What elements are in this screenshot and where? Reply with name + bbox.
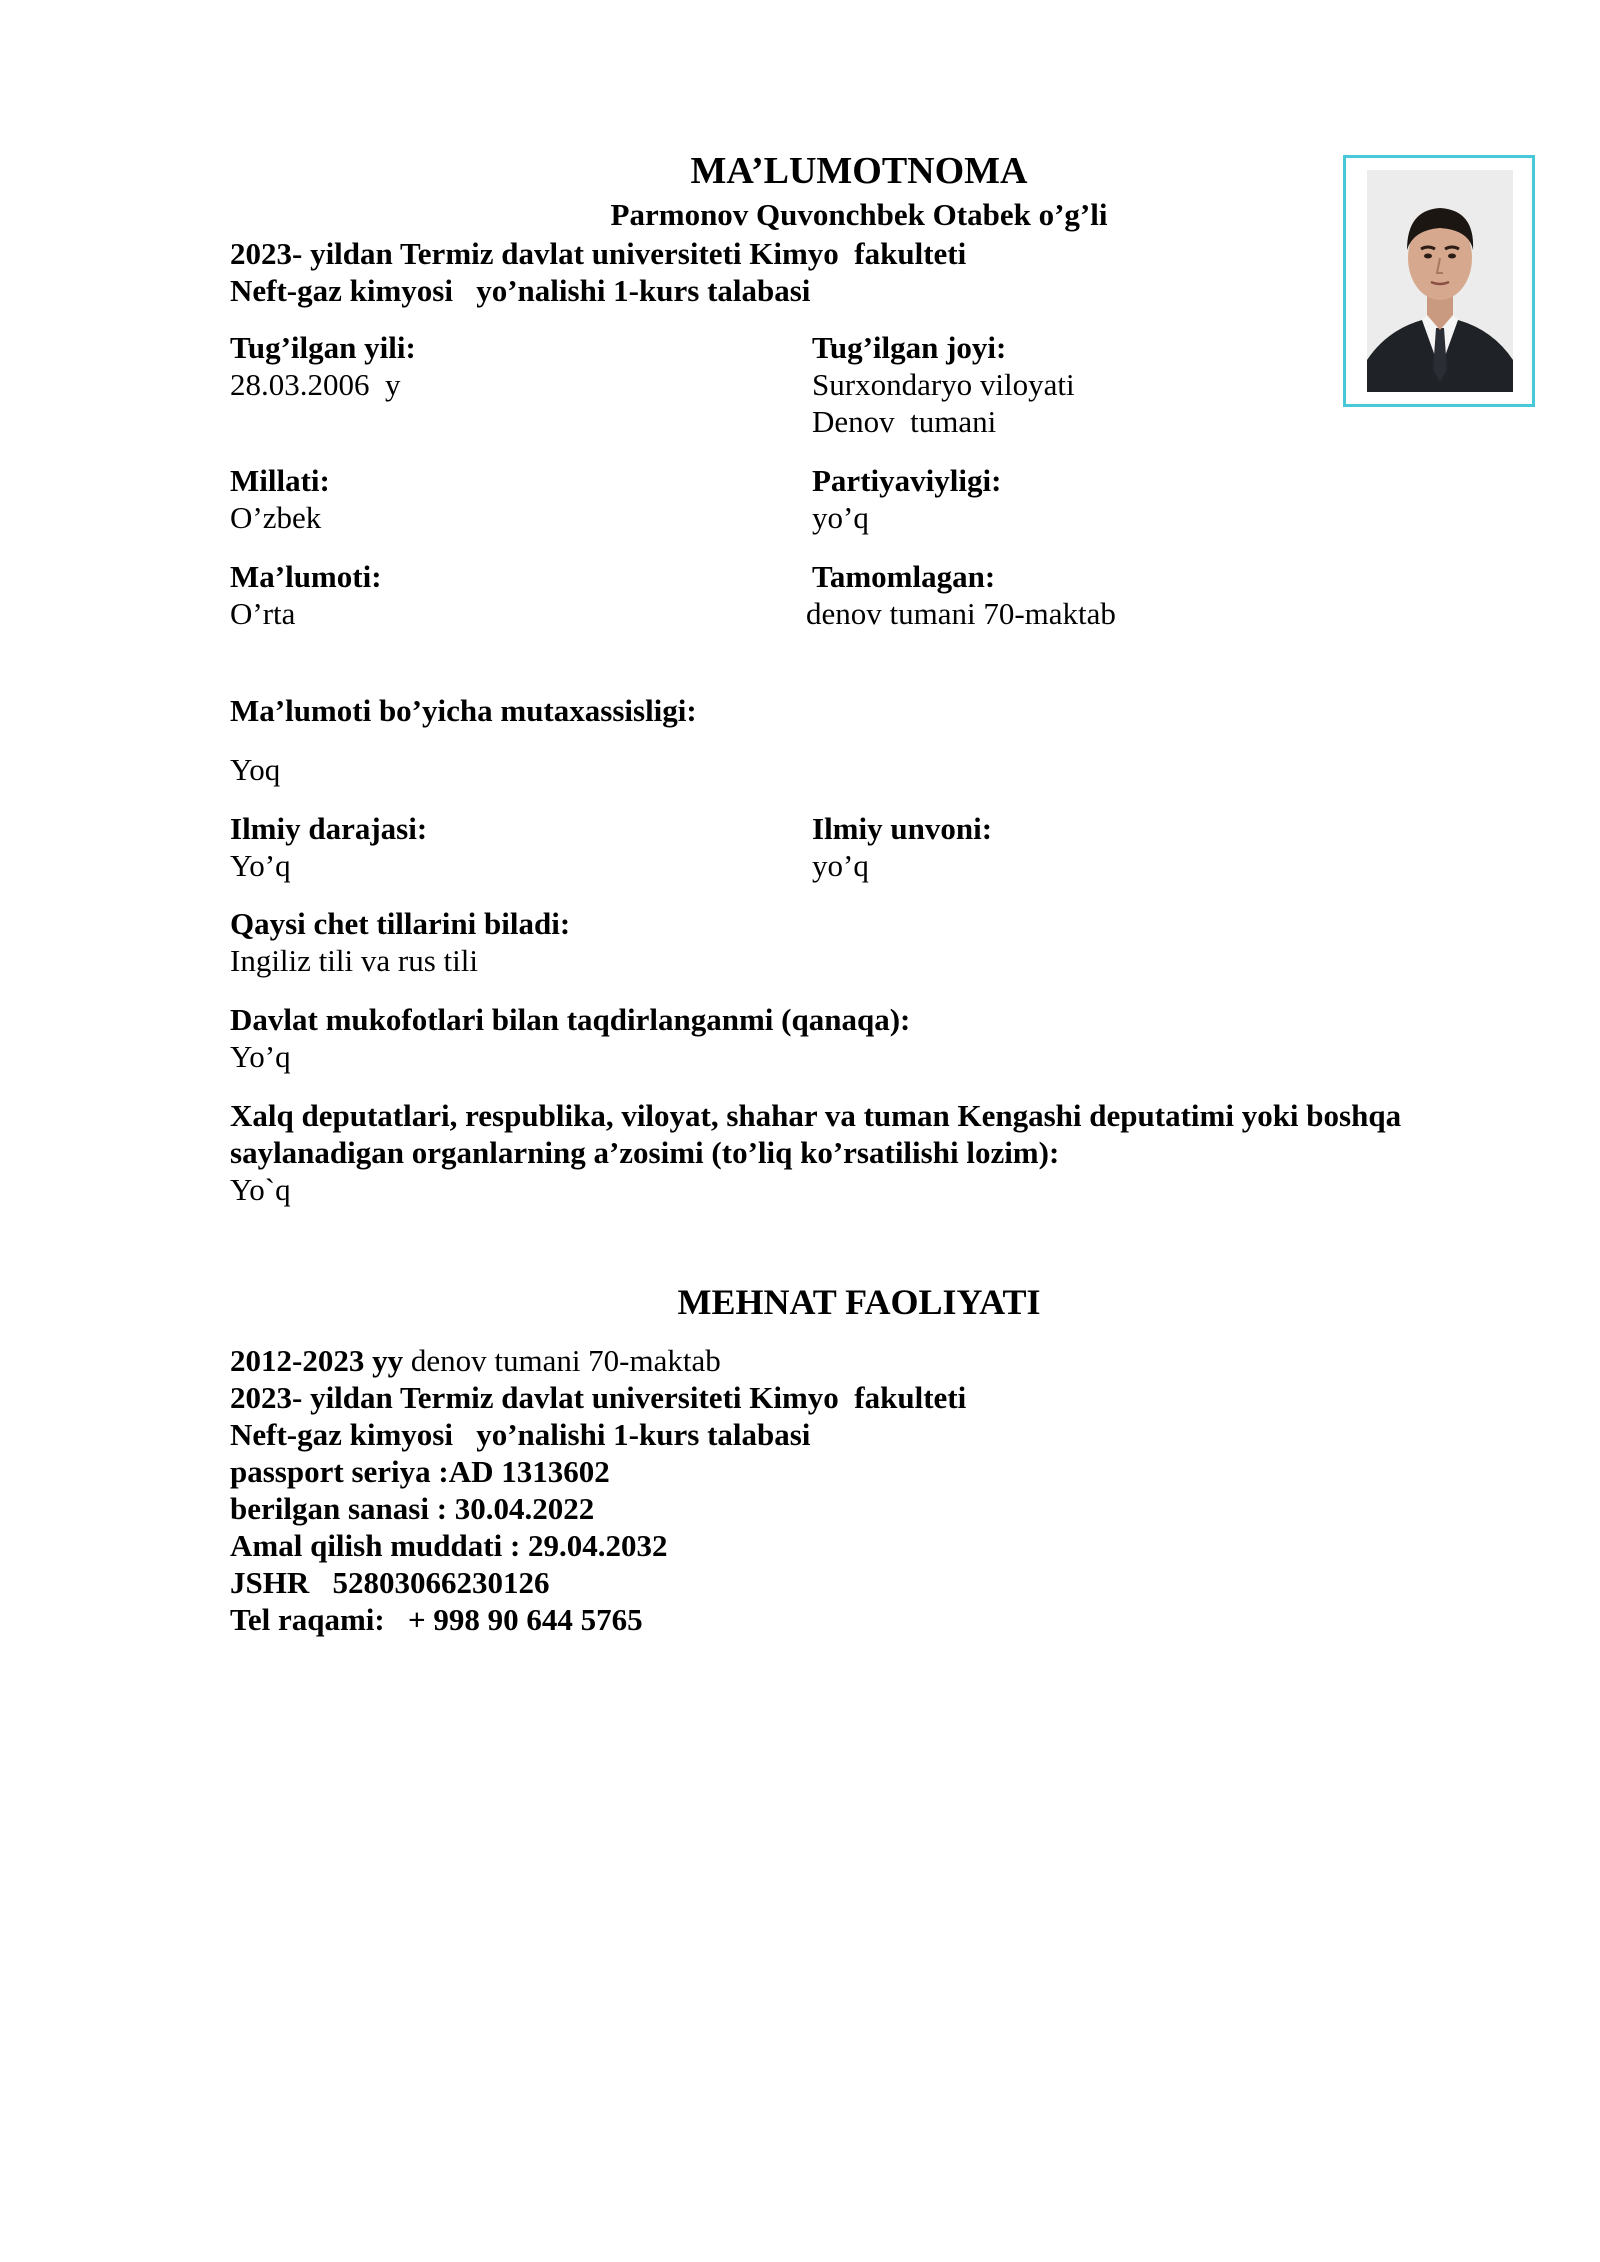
study-place-line: 2023- yildan Termiz davlat universiteti Kimyo fakulteti [230, 236, 967, 271]
deputy-value: Yo`q [230, 1172, 291, 1207]
jshr-number: JSHR 52803066230126 [230, 1565, 550, 1600]
document-title: MA’LUMOTNOMA [690, 150, 1028, 192]
work-study-place: 2023- yildan Termiz davlat universiteti Kimyo fakulteti [230, 1380, 967, 1415]
passport-issued-date: berilgan sanasi : 30.04.2022 [230, 1491, 595, 1526]
profile-photo-frame [1343, 155, 1535, 407]
profile-photo [1367, 170, 1513, 392]
graduated-label: Tamomlagan: [812, 559, 996, 594]
education-value: O’rta [230, 596, 296, 631]
work-period-place: denov tumani 70-maktab [403, 1343, 721, 1378]
degree-value: Yo’q [230, 848, 291, 883]
party-label: Partiyaviyligi: [812, 463, 1002, 498]
education-label: Ma’lumoti: [230, 559, 382, 594]
specialty-label: Ma’lumoti bo’yicha mutaxassisligi: [230, 693, 697, 728]
rank-value: yo’q [812, 848, 869, 883]
passport-series: passport seriya :AD 1313602 [230, 1454, 610, 1489]
awards-value: Yo’q [230, 1039, 291, 1074]
birth-place-label: Tug’ilgan joyi: [812, 330, 1007, 365]
rank-label: Ilmiy unvoni: [812, 811, 993, 846]
birth-place-value-district: Denov tumani [812, 404, 997, 439]
phone-number: Tel raqami: + 998 90 644 5765 [230, 1602, 643, 1637]
degree-label: Ilmiy darajasi: [230, 811, 428, 846]
person-full-name: Parmonov Quvonchbek Otabek o’g’li [610, 197, 1108, 232]
work-period-years: 2012-2023 yy [230, 1343, 404, 1378]
party-value: yo’q [812, 500, 869, 535]
birth-year-value: 28.03.2006 y [230, 367, 401, 402]
deputy-label-line1: Xalq deputatlari, respublika, viloyat, shahar va tuman Kengashi deputatimi yoki boshqa [230, 1098, 1402, 1133]
nationality-value: O’zbek [230, 500, 322, 535]
graduated-value: denov tumani 70-maktab [806, 596, 1116, 631]
specialty-value: Yoq [230, 752, 281, 787]
nationality-label: Millati: [230, 463, 330, 498]
birth-place-value-region: Surxondaryo viloyati [812, 367, 1075, 402]
birth-year-label: Tug’ilgan yili: [230, 330, 416, 365]
person-portrait-image [1367, 170, 1513, 392]
study-direction-line: Neft-gaz kimyosi yo’nalishi 1-kurs talabasi [230, 273, 811, 308]
work-period-line [230, 1342, 721, 1379]
work-section-title: MEHNAT FAOLIYATI [677, 1282, 1041, 1322]
deputy-label-line2: saylanadigan organlarning a’zosimi (to’liq ko’rsatilishi lozim): [230, 1135, 1060, 1170]
awards-label: Davlat mukofotlari bilan taqdirlanganmi (qanaqa): [230, 1002, 911, 1037]
languages-value: Ingiliz tili va rus tili [230, 943, 478, 978]
passport-valid-until: Amal qilish muddati : 29.04.2032 [230, 1528, 668, 1563]
languages-label: Qaysi chet tillarini biladi: [230, 906, 571, 941]
work-study-direction: Neft-gaz kimyosi yo’nalishi 1-kurs talabasi [230, 1417, 811, 1452]
